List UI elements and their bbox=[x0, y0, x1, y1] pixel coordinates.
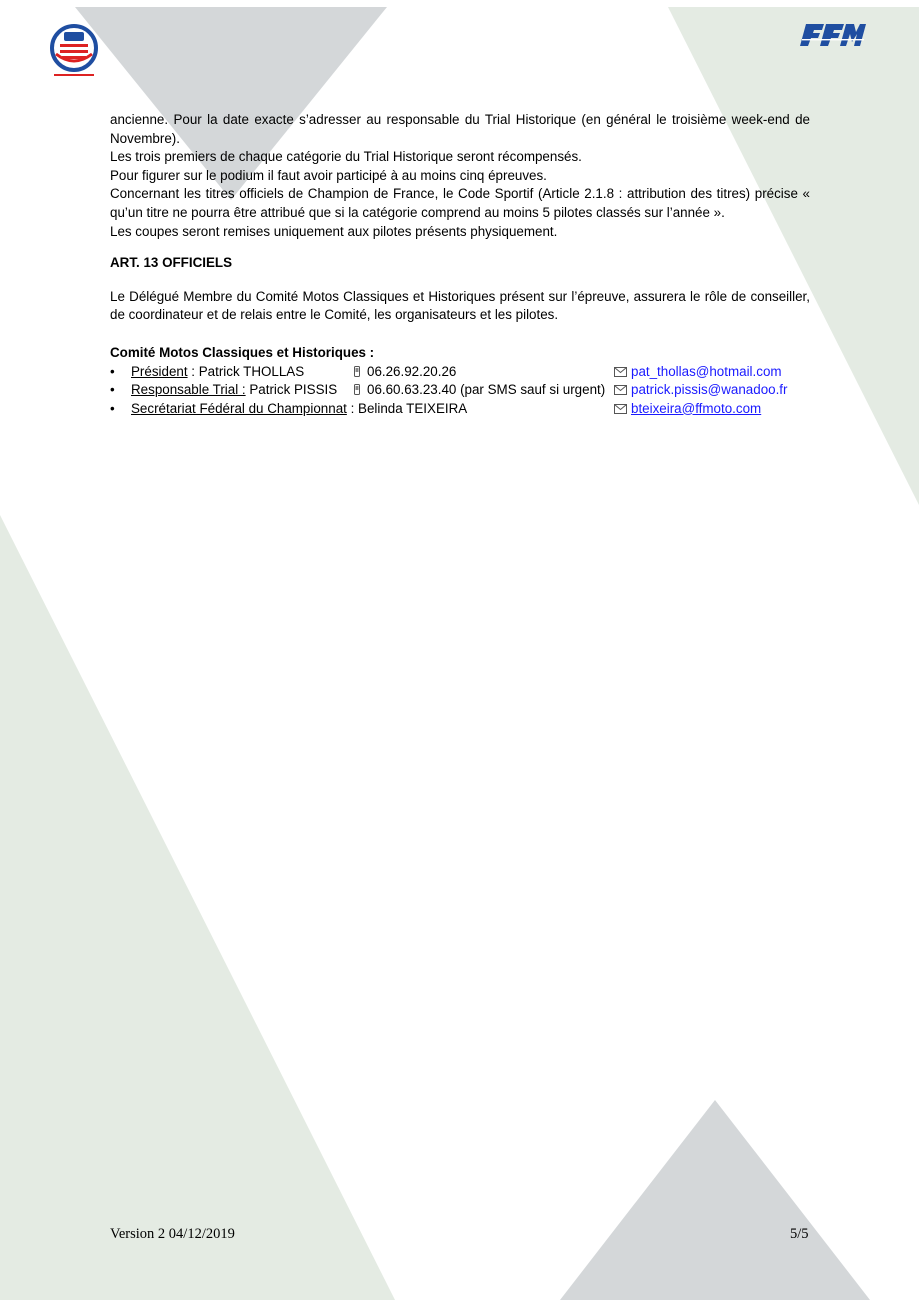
document-body bbox=[110, 111, 810, 418]
email-address[interactable]: pat_thollas@hotmail.com bbox=[631, 363, 782, 379]
article-13-text: Le Délégué Membre du Comité Motos Classiques et Historiques présent sur l’épreuve, assurera le rôle de conseiller, de coordinateur et de relais entre le Comité, les organisateurs et les pilotes. bbox=[110, 288, 810, 323]
envelope-icon bbox=[614, 367, 627, 377]
role-label: Secrétariat Fédéral du Championnat bbox=[131, 400, 347, 416]
contact-role-line bbox=[131, 400, 467, 419]
contact-email[interactable] bbox=[614, 400, 761, 419]
bottom-gray-triangle bbox=[560, 1100, 870, 1300]
article-13-heading: ART. 13 OFFICIELS bbox=[110, 255, 233, 271]
committee-contact-list bbox=[110, 363, 810, 419]
envelope-icon bbox=[614, 404, 627, 414]
role-separator: : bbox=[187, 363, 199, 379]
paragraph-titles: Concernant les titres officiels de Champion de France, le Code Sportif (Article 2.1.8 : attribution des titres) précise « qu’un titre ne pourra être attribué que si la catégorie comprend au moins 5 pilotes classés sur l’année ». bbox=[110, 186, 810, 220]
mobile-phone-icon bbox=[353, 366, 361, 377]
role-separator: : bbox=[346, 400, 359, 416]
f2m-championship-logo bbox=[48, 24, 100, 80]
envelope-icon bbox=[614, 385, 627, 395]
bullet: • bbox=[110, 400, 115, 416]
contact-role-line bbox=[131, 363, 304, 382]
paragraph-podium-rule: Pour figurer sur le podium il faut avoir participé à au moins cinq épreuves. bbox=[110, 167, 547, 183]
contact-phone bbox=[353, 381, 605, 400]
contact-phone bbox=[353, 363, 456, 382]
mobile-phone-icon bbox=[353, 384, 361, 395]
contact-secretariat bbox=[110, 400, 810, 419]
paragraph-podium-top3: Les trois premiers de chaque catégorie du Trial Historique seront récompensés. bbox=[110, 149, 582, 165]
footer-version: Version 2 04/12/2019 bbox=[110, 1226, 235, 1242]
bullet: • bbox=[110, 382, 115, 398]
role-label: Président bbox=[131, 363, 188, 379]
phone-number: 06.26.92.20.26 bbox=[367, 363, 457, 379]
email-address[interactable]: bteixeira@ffmoto.com bbox=[631, 400, 762, 416]
bullet: • bbox=[110, 363, 115, 379]
contact-name: Patrick PISSIS bbox=[249, 382, 338, 398]
email-address[interactable]: patrick.pissis@wanadoo.fr bbox=[631, 382, 788, 398]
ffm-logo bbox=[798, 22, 866, 48]
committee-title: Comité Motos Classiques et Historiques : bbox=[110, 344, 375, 360]
contact-name: Belinda TEIXEIRA bbox=[358, 400, 468, 416]
phone-number: 06.60.63.23.40 (par SMS sauf si urgent) bbox=[367, 382, 606, 398]
footer-page-number: 5/5 bbox=[790, 1226, 809, 1242]
contact-name: Patrick THOLLAS bbox=[198, 363, 305, 379]
paragraph-date: ancienne. Pour la date exacte s’adresser au responsable du Trial Historique (en général le troisième week-end de Novembre). bbox=[110, 112, 810, 146]
contact-role-line bbox=[131, 381, 337, 400]
role-label: Responsable Trial : bbox=[131, 382, 246, 398]
paragraph-cups: Les coupes seront remises uniquement aux pilotes présents physiquement. bbox=[110, 223, 558, 239]
contact-email[interactable] bbox=[614, 363, 782, 382]
left-green-triangle bbox=[0, 515, 395, 1300]
contact-email[interactable] bbox=[614, 381, 788, 400]
contact-trial-manager bbox=[110, 381, 810, 400]
contact-president bbox=[110, 363, 810, 382]
